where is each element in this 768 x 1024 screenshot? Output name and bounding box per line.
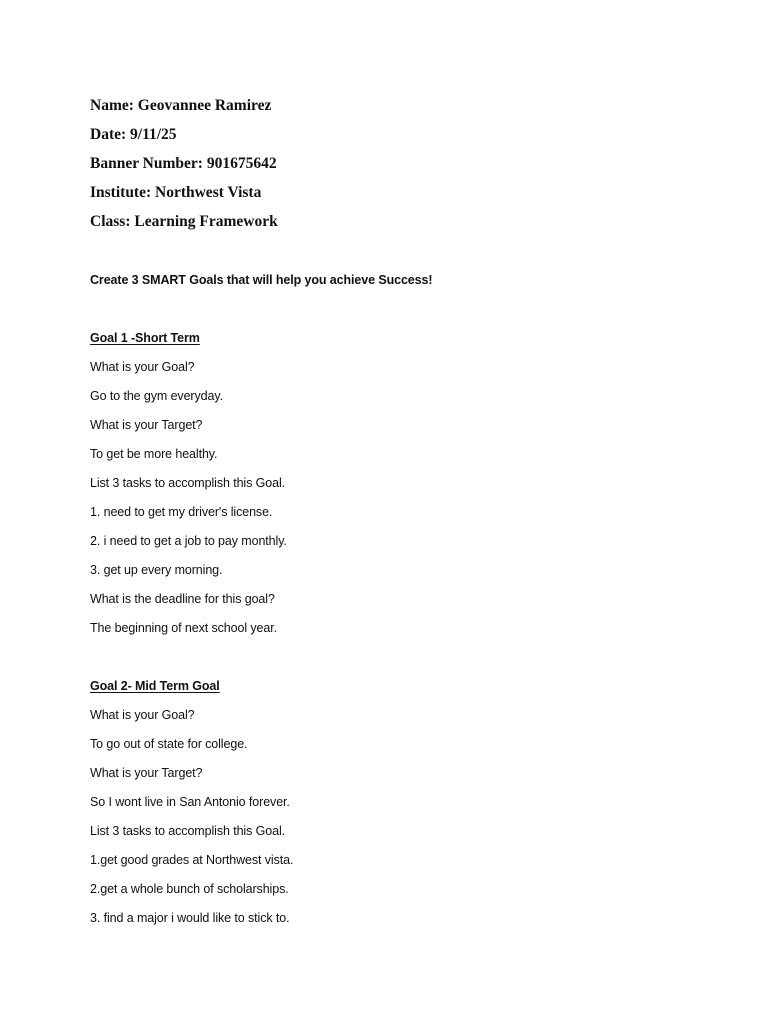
institute-name: Institute: Northwest Vista — [90, 184, 262, 201]
goal-2-task-2: 2.get a whole bunch of scholarships. — [90, 882, 289, 896]
goal-1-section — [90, 324, 432, 643]
goals-body — [90, 266, 432, 933]
class-name: Class: Learning Framework — [90, 213, 278, 230]
instructions-text: Create 3 SMART Goals that will help you achieve Success! — [90, 273, 433, 287]
goal-1-question-tasks: List 3 tasks to accomplish this Goal. — [90, 476, 285, 490]
goal-1-question-deadline: What is the deadline for this goal? — [90, 592, 275, 606]
goal-2-task-1: 1.get good grades at Northwest vista. — [90, 853, 294, 867]
goal-1-task-3: 3. get up every morning. — [90, 563, 223, 577]
goal-2-task-3: 3. find a major i would like to stick to. — [90, 911, 290, 925]
assignment-date: Date: 9/11/25 — [90, 126, 177, 143]
student-info-block — [90, 91, 278, 236]
goal-1-answer-deadline: The beginning of next school year. — [90, 621, 278, 635]
goal-2-section — [90, 672, 432, 933]
goal-1-task-2: 2. i need to get a job to pay monthly. — [90, 534, 287, 548]
goal-2-answer-target: So I wont live in San Antonio forever. — [90, 795, 290, 809]
banner-number: Banner Number: 901675642 — [90, 155, 277, 172]
goal-2-answer-goal: To go out of state for college. — [90, 737, 248, 751]
goal-1-question-target: What is your Target? — [90, 418, 203, 432]
student-name: Name: Geovannee Ramirez — [90, 97, 272, 114]
spacer — [90, 295, 432, 324]
goal-2-question-goal: What is your Goal? — [90, 708, 195, 722]
goal-1-answer-goal: Go to the gym everyday. — [90, 389, 223, 403]
goal-1-answer-target: To get be more healthy. — [90, 447, 218, 461]
goal-1-question-goal: What is your Goal? — [90, 360, 195, 374]
goal-2-question-tasks: List 3 tasks to accomplish this Goal. — [90, 824, 285, 838]
goal-2-question-target: What is your Target? — [90, 766, 203, 780]
goal-1-heading: Goal 1 -Short Term — [90, 331, 200, 345]
spacer — [90, 643, 432, 672]
goal-2-heading: Goal 2- Mid Term Goal — [90, 679, 220, 693]
goal-1-task-1: 1. need to get my driver's license. — [90, 505, 273, 519]
